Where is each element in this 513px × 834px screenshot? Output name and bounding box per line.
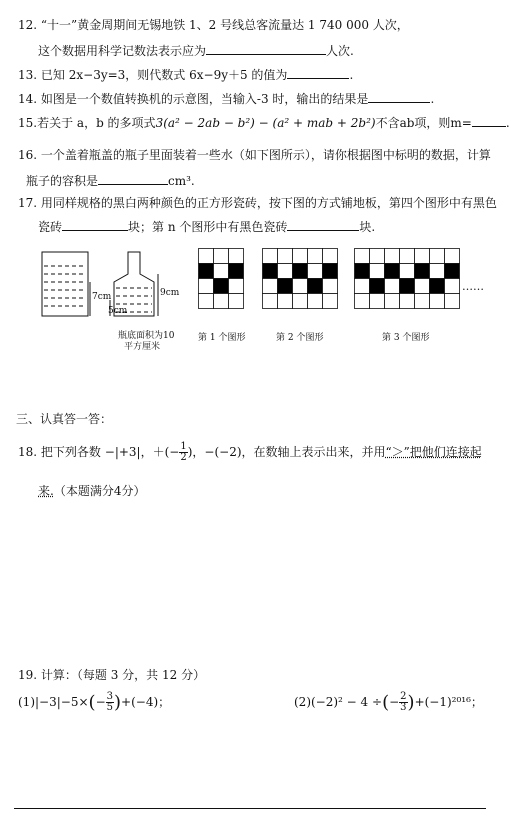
q18-items: −|+3|，＋(− [104,445,180,459]
q14-text: 如图是一个数值转换机的示意图，当输入-3 时，输出的结果是 [40,92,369,106]
q15-number: 15. [18,116,38,130]
white-tile [445,279,460,294]
white-tile [263,279,278,294]
white-tile [229,279,244,294]
white-tile [199,294,214,309]
white-tile [430,264,445,279]
q16-text: 一个盖着瓶盖的瓶子里面装着一些水（如下图所示），请你根据图中标明的数据，计算 [40,148,491,162]
q19-p2-fraction [399,692,407,713]
black-tile [323,264,338,279]
white-tile [430,294,445,309]
label-5cm: 5cm [108,306,128,316]
q17-text-a: 瓷砖 [38,220,63,234]
label-9cm: 9cm [160,288,180,298]
q19-p2-expr-a: (−2)² − 4 ÷ [311,695,383,709]
q19-p2-paren-close: ) [407,692,415,713]
white-tile [385,279,400,294]
white-tile [400,294,415,309]
footer-rule [14,808,486,809]
q18-line2-text: 来. [38,484,54,498]
black-tile [355,264,370,279]
q19-part1: (1)|−3|−5×(− $\frac{3}{5}$ )+(−4)； [18,691,171,713]
black-tile [199,264,214,279]
q15-line [18,114,513,131]
q18-mid: )，−(−2)，在数轴上表示出来，并用 [187,445,386,459]
white-tile [370,294,385,309]
q19-p1-frac-den: 5 [106,702,113,713]
white-tile [229,249,244,264]
white-tile [323,249,338,264]
q18-number: 18. [18,445,38,459]
white-tile [323,294,338,309]
q17-line2 [38,218,513,235]
figures-row [0,244,513,354]
q14-answer-blank[interactable] [368,90,430,103]
q15-expression: 3(a² − 2ab − b²) − (a² + mab + 2b²) [155,116,376,130]
q19-p1-expr-b: +(−4)； [121,695,171,709]
white-tile [278,264,293,279]
white-tile [308,264,323,279]
black-tile [415,264,430,279]
black-tile [370,279,385,294]
black-tile [430,279,445,294]
black-tile [214,279,229,294]
q18-suffix: 把他们连接起 [409,445,482,459]
white-tile [370,264,385,279]
q13-text: 已知 2x−3y=3，则代数式 6x−9y＋5 的值为 [40,68,288,82]
q14-end: . [430,92,435,106]
white-tile [278,249,293,264]
q19-part2: (2)(−2)² − 4 ÷(− $\frac{2}{3}$ )+(−1)²⁰¹⁶； [294,691,483,713]
white-tile [385,249,400,264]
q17-text-b: 块；第 n 个图形中有黑色瓷砖 [128,220,288,234]
q19-p2-frac-den: 3 [400,702,407,713]
q17-answer-blank-2[interactable] [287,218,359,231]
q16-answer-blank[interactable] [98,172,168,185]
white-tile [214,264,229,279]
q18-frac-den: 2 [180,452,187,463]
q16-unit: cm³. [168,174,195,188]
q13-line [18,66,513,83]
q12-answer-blank[interactable] [206,42,326,55]
tile-figure-3 [354,248,460,310]
q18-line2 [38,482,513,499]
white-tile [445,294,460,309]
q12-number: 12. [18,18,38,32]
white-tile [278,294,293,309]
q15-suffix: 不含ab项，则m= [375,116,472,130]
bottle-caption: 瓶底面积为10 [118,331,175,341]
q19-number: 19. [18,668,38,682]
white-tile [323,279,338,294]
tile-caption-3: 第 3 个图形 [382,333,430,343]
q18-prefix: 把下列各数 [40,445,101,459]
q19-p1-fraction [106,692,114,713]
white-tile [355,249,370,264]
q17-text-c: 块. [359,220,376,234]
white-tile [293,279,308,294]
q16-line2 [26,172,513,189]
white-tile [308,249,323,264]
white-tile [308,294,323,309]
q13-end: . [349,68,354,82]
white-tile [415,294,430,309]
bottle-caption-2: 平方厘米 [124,342,161,352]
q12-line1 [18,16,513,33]
q17-number: 17. [18,196,38,210]
white-tile [293,249,308,264]
white-tile [214,249,229,264]
black-tile [293,264,308,279]
q19-p1-paren-open: ( [88,692,96,713]
white-tile [370,249,385,264]
white-tile [445,249,460,264]
tiles-ellipsis: …… [462,280,484,293]
white-tile [199,249,214,264]
white-tile [263,249,278,264]
q13-answer-blank[interactable] [287,66,349,79]
q19-p1-frac-num: 3 [106,691,113,702]
tile-caption-1: 第 1 个图形 [198,333,246,343]
q18-quote: “＞” [385,445,410,459]
q18-score: （本题满分4分） [53,484,146,498]
q16-line1 [18,146,513,163]
white-tile [293,294,308,309]
black-tile [445,264,460,279]
q16-prompt: 瓶子的容积是 [26,174,99,188]
black-tile [278,279,293,294]
q18-line1 [18,442,513,463]
q12-suffix: 人次. [326,44,354,58]
black-tile [263,264,278,279]
white-tile [214,294,229,309]
black-tile [400,279,415,294]
label-7cm: 7cm [92,292,112,302]
q17-answer-blank-1[interactable] [62,218,128,231]
q18-frac-num: 1 [180,441,187,452]
q19-p2-expr-b: +(−1)²⁰¹⁶； [414,695,483,709]
q17-text: 用同样规格的黑白两种颜色的正方形瓷砖，按下图的方式铺地板，第四个图形中有黑色 [40,196,497,210]
section-title: 三、认真答一答： [16,412,113,426]
q19-p1-paren-close: ) [114,692,122,713]
white-tile [385,294,400,309]
black-tile [308,279,323,294]
q15-end: . [505,116,510,130]
q12-text: “十一”黄金周期间无锡地铁 1、2 号线总客流量达 1 740 000 人次， [40,18,409,32]
tile-caption-2: 第 2 个图形 [276,333,324,343]
q19-p2-paren-open: ( [382,692,390,713]
q19-p1-expr-a: |−3|−5× [35,695,89,709]
q15-prefix: 若关于 a，b 的多项式 [37,116,156,130]
white-tile [400,249,415,264]
q14-line [18,90,513,107]
q15-answer-blank[interactable] [472,114,506,127]
q13-number: 13. [18,68,38,82]
q19-title: 计算：（每题 3 分，共 12 分） [40,668,206,682]
white-tile [263,294,278,309]
white-tile [415,279,430,294]
black-tile [385,264,400,279]
white-tile [355,279,370,294]
white-tile [430,249,445,264]
q18-fraction [179,442,187,463]
q19-p2-frac-num: 2 [400,691,407,702]
white-tile [355,294,370,309]
tile-figure-1 [198,248,244,310]
q12-prompt: 这个数据用科学记数法表示应为 [38,44,207,58]
white-tile [199,279,214,294]
white-tile [400,264,415,279]
q19-title-line [18,666,513,683]
black-tile [229,264,244,279]
q12-line2 [38,42,513,59]
white-tile [415,249,430,264]
tile-figure-2 [262,248,338,310]
q16-number: 16. [18,148,38,162]
q19-p2-label: (2) [294,695,311,709]
q19-p1-label: (1) [18,695,35,709]
white-tile [229,294,244,309]
q14-number: 14. [18,92,38,106]
q17-line1 [18,194,513,211]
